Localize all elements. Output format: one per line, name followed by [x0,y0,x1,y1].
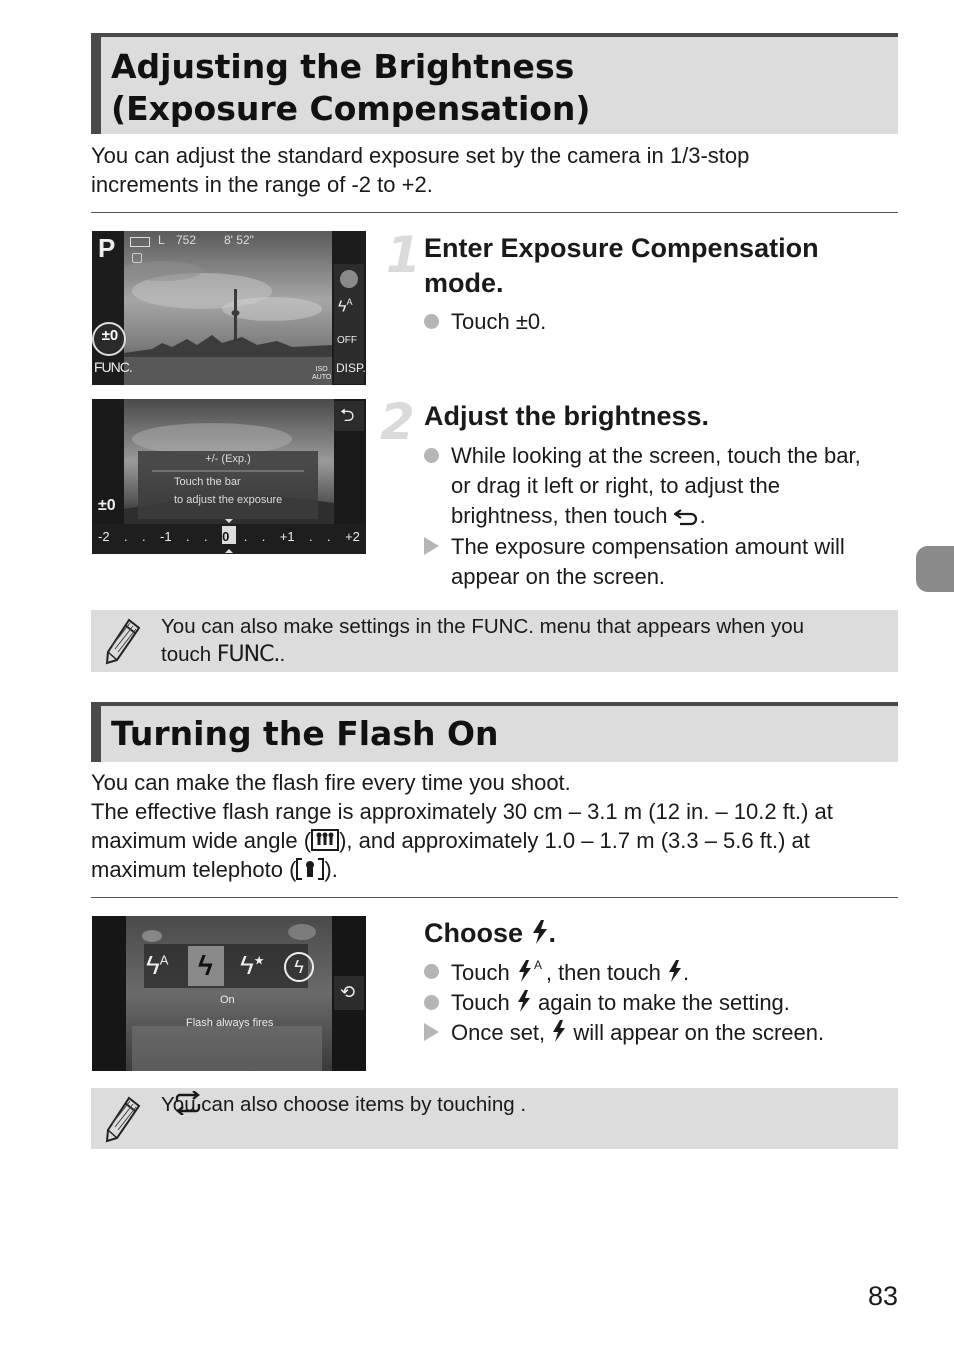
flash-on-option[interactable]: ϟ [198,950,213,981]
note-text [161,1091,878,1119]
flash-auto-option[interactable]: $ϟ^A$ [146,950,169,980]
step1-bullet-1 [424,307,899,337]
stabilizer-icon [132,253,142,263]
bullet-text: Touch [451,309,510,334]
step3-bullet-1 [424,957,899,988]
section-title-flash: Turning the Flash On [111,714,499,753]
flash-on-icon [667,959,683,983]
bullet-line-3 [451,501,899,531]
step3-bullet-3 [424,1018,899,1048]
bullet-line-2: or drag it left or right, to adjust the [451,473,780,498]
pencil-icon [103,616,143,666]
bullet-text: Touch [451,960,510,985]
intro-line-2: increments in the range of -2 to +2. [91,172,433,197]
svg-text:A: A [533,958,542,972]
wide-angle-icon [311,829,339,851]
section-header-flash [91,702,898,762]
note-line-1: You can also make settings in the FUNC. menu that appears when you [161,615,805,638]
flash-intro [91,768,901,884]
exposure-button[interactable]: ±0 [101,327,119,344]
exposure-icon: ±0 [515,309,541,334]
bullet-line-1: The exposure compensation amount will [451,534,845,559]
cycle-icon [173,1091,203,1115]
divider-rule-1 [91,212,898,213]
flash-on-icon [551,1019,567,1043]
note-line: You can also choose items by touching [161,1093,515,1116]
note-box-cycle [91,1088,898,1149]
scale-tick: -1 [160,529,172,544]
flash-intro-line-1: You can make the flash fire every time you shoot. [91,770,571,795]
slow-sync-option[interactable]: ϟ★ [240,950,265,980]
text-a: maximum telephoto ( [91,857,297,882]
bullet-text: Once set, [451,1020,546,1045]
flash-on-icon [531,919,549,945]
scale-tick: . [327,529,331,544]
bullet-triangle [424,532,446,563]
scale-tick: . [186,529,190,544]
divider-rule-2 [91,897,898,898]
text-b: ), and approximately 1.0 – 1.7 m (3.3 – 5.6 ft.) at [339,828,810,853]
step-number-2: 2 [380,393,415,451]
flash-option-label: On [220,994,235,1006]
title-line-1: Adjusting the Brightness [111,47,575,86]
bullet-end: . [540,309,547,334]
step3-title-end: . [548,918,557,948]
scale-tick: . [142,529,146,544]
iso-value: AUTO [312,374,332,381]
chapter-tab [916,546,954,592]
flash-intro-line-2: The effective flash range is approximately 30 cm – 3.1 m (12 in. – 10.2 ft.) at [91,799,833,824]
battery-icon [130,237,150,247]
camera-screen-exposure [92,399,366,554]
note-line-2 [161,641,878,669]
record-time: 8' 52" [224,233,254,247]
flash-option-desc: Flash always fires [186,1017,274,1029]
note-text [161,613,878,669]
camera-screen-flash [92,916,366,1071]
page-number: 83 [867,1281,898,1311]
pencil-icon [103,1094,143,1144]
func-icon: FUNC. [216,642,280,667]
title-line-2: (Exposure Compensation) [111,89,591,128]
flash-auto-icon[interactable]: $ϟ^A$ [338,297,353,316]
bullet-dot [424,988,446,1018]
intro-line-1: You can adjust the standard exposure set by the camera in 1/3-stop [91,143,750,168]
step3-title [424,916,894,951]
note-box-func [91,610,898,672]
bullet-triangle [424,1018,446,1049]
exp-value: ±0 [98,497,116,514]
func-button[interactable]: FUNC. [94,359,132,375]
flash-intro-line-3 [91,826,901,855]
bullet-text: Touch [451,990,510,1015]
step1-title: Enter Exposure Compensation mode. [424,233,819,298]
step2-title: Adjust the brightness. [424,401,710,431]
quality-indicator: L [158,233,165,247]
scale-tick: +2 [345,529,360,544]
bullet-dot [424,307,446,337]
step3-bullet-2 [424,988,899,1018]
iso-indicator [312,366,331,382]
bullet-line-1: While looking at the screen, touch the bar, [451,443,861,468]
exp-panel-line-1: Touch the bar [174,476,241,488]
scale-tick: . [204,529,208,544]
bullet-text-2: again to make the setting. [537,990,790,1015]
flash-on-icon [516,989,532,1013]
telephoto-icon [296,858,324,880]
exposure-intro [91,141,901,199]
scale-tick: +1 [279,529,295,544]
bullet-text-2: will appear on the screen. [573,1020,825,1045]
bullet-end: . [699,503,706,528]
exp-scale[interactable] [98,529,360,544]
scale-tick: . [261,529,266,544]
off-icon[interactable]: OFF [337,335,357,346]
text-a: maximum wide angle ( [91,828,312,853]
mode-indicator: P [98,233,116,263]
back-arrow-icon [674,506,700,526]
flash-off-option[interactable]: ϟ [284,952,314,982]
step3-title-text: Choose [424,918,524,948]
scale-tick: 0 [222,529,230,544]
note-line-2-text: touch [161,643,212,666]
scale-tick: . [243,529,248,544]
camera-screen-shooting [92,231,366,385]
step2-bullet-2 [424,532,899,592]
cycle-button[interactable]: ⟲ [340,982,356,1002]
note-line-2-end: . [279,643,286,666]
bullet-dot [424,441,446,471]
note-end: . [520,1093,527,1116]
bullet-end: . [682,960,690,985]
iso-label: ISO [315,366,328,373]
section-header-exposure [91,33,898,134]
bullet-text-2: , then touch [545,960,661,985]
flash-intro-line-4 [91,855,901,884]
text-b: ). [324,857,338,882]
flash-auto-icon [516,957,546,983]
shots-remaining: 752 [176,233,197,247]
exp-panel-title: +/- (Exp.) [205,453,251,465]
bullet-line-2: appear on the screen. [451,564,666,589]
scale-tick: . [123,529,128,544]
step2-bullet-1 [424,441,899,531]
bullet-dot [424,957,446,987]
exp-panel-line-2: to adjust the exposure [174,494,283,506]
back-icon[interactable]: ⮌ [340,405,355,425]
scale-tick: . [309,529,313,544]
step-number-1: 1 [386,226,421,284]
scale-tick: -2 [98,529,110,544]
section-title-exposure [101,37,898,130]
disp-button[interactable]: DISP. [336,361,366,375]
bullet-line-3-text: brightness, then touch [451,503,668,528]
